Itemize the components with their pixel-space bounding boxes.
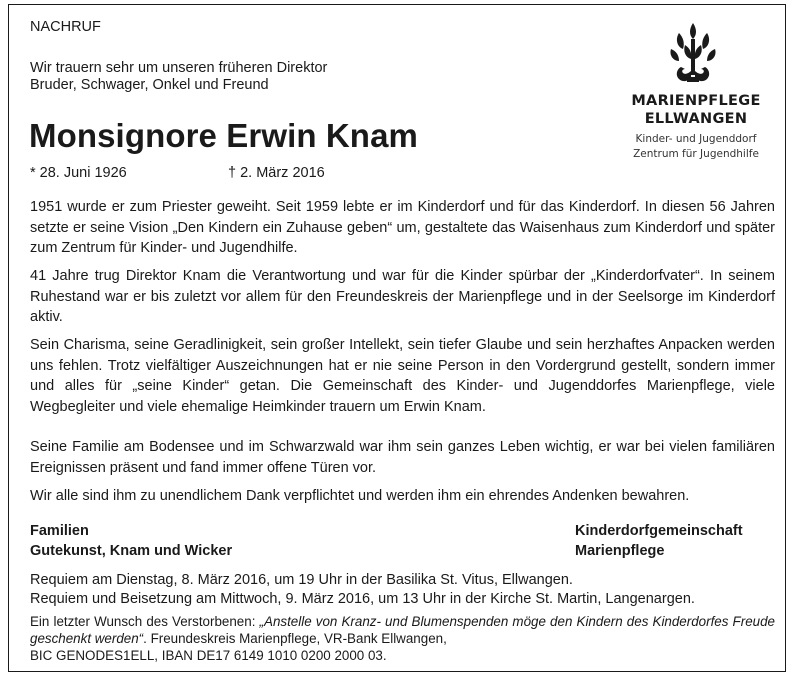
- service-info: [30, 571, 775, 608]
- wish-prefix: Ein letzter Wunsch des Verstorbenen:: [30, 614, 260, 629]
- requiem-line: Requiem am Dienstag, 8. März 2016, um 19 Uhr in der Basilika St. Vitus, Ellwangen.: [30, 572, 573, 588]
- paragraph-1: 1951 wurde er zum Priester geweiht. Seit 1959 lebte er im Kinderdorf und für das Kinderdorf. In diesen 56 Jahren setzte er seine Vision „Den Kindern ein Zuhause geben“ um, gestaltete das Waisenhaus zum Kinderdorf und später zum Zentrum für Kinder- und Jugendhilfe.: [30, 199, 775, 256]
- paragraph-4: Seine Familie am Bodensee und im Schwarzwald war ihm sein ganzes Leben wichtig, er war bei vielen familiären Ereignissen präsent und fand immer offene Türen vor.: [30, 439, 775, 476]
- burial-line: Requiem und Beisetzung am Mittwoch, 9. März 2016, um 13 Uhr in der Kirche St. Martin, Langenargen.: [30, 590, 695, 607]
- obituary-card: [8, 4, 786, 672]
- signature-right-line-2: Marienpflege: [575, 543, 665, 559]
- intro-text: [30, 60, 327, 94]
- logo-name-line-2: ELLWANGEN: [644, 111, 748, 127]
- signature-community: [575, 521, 743, 561]
- life-dates: [30, 165, 325, 181]
- signature-left-line-2: Gutekunst, Knam und Wicker: [30, 543, 233, 559]
- signature-families: [30, 521, 232, 561]
- paragraph-3: Sein Charisma, seine Geradlinigkeit, sein großer Intellekt, sein tiefer Glaube und sein herzhaftes Anpacken werden uns fehlen. Trotz vielfältiger Auszeichnungen hat er nie seine Person in den Vordergrund gestellt, sondern immer und alles für „seine Kinder“ getan. Die Gemeinschaft des Kinder- und Jugenddorfes Marienpflege, viele Wegbegleiter und viele ehemalige Heimkinder trauern um Erwin Knam.: [30, 337, 775, 415]
- death-date: † 2. März 2016: [228, 165, 325, 181]
- signature-left-line-1: Familien: [30, 523, 89, 539]
- wish-suffix: . Freundeskreis Marienpflege, VR-Bank Ellwangen,: [143, 631, 447, 646]
- wish-quote: „Anstelle von Kranz- und Blumenspenden möge den Kindern des Kinderdorfes Freude geschenkt werden“: [30, 614, 775, 646]
- intro-line-2: Bruder, Schwager, Onkel und Freund: [30, 77, 269, 93]
- birth-date: * 28. Juni 1926: [30, 165, 127, 181]
- intro-line-1: Wir trauern sehr um unseren früheren Direktor: [30, 60, 328, 76]
- signature-right-line-1: Kinderdorfgemeinschaft: [575, 523, 743, 539]
- deceased-name: Monsignore Erwin Knam: [29, 117, 418, 154]
- paragraph-2: 41 Jahre trug Direktor Knam die Verantwortung und war für die Kinder spürbar der „Kinderdorfvater“. In seinem Ruhestand war er bis zuletzt vor allem für den Freundeskreis der Marienpflege und in der Seelsorge im Kinderdorf aktiv.: [30, 268, 775, 325]
- bank-details: BIC GENODES1ELL, IBAN DE17 6149 1010 0200 2000 03.: [30, 648, 387, 663]
- logo-tagline-1: Kinder- und Jugenddorf: [635, 133, 757, 145]
- tree-emblem-icon: [659, 21, 729, 93]
- notice-heading: NACHRUF: [30, 19, 101, 35]
- logo-name-line-1: MARIENPFLEGE: [631, 93, 761, 109]
- paragraph-5: Wir alle sind ihm zu unendlichem Dank verpflichtet und werden ihm ein ehrendes Andenken bewahren.: [30, 488, 690, 504]
- logo-tagline-2: Zentrum für Jugendhilfe: [633, 148, 759, 160]
- last-wish: [30, 613, 775, 664]
- marienpflege-logo: [614, 19, 779, 169]
